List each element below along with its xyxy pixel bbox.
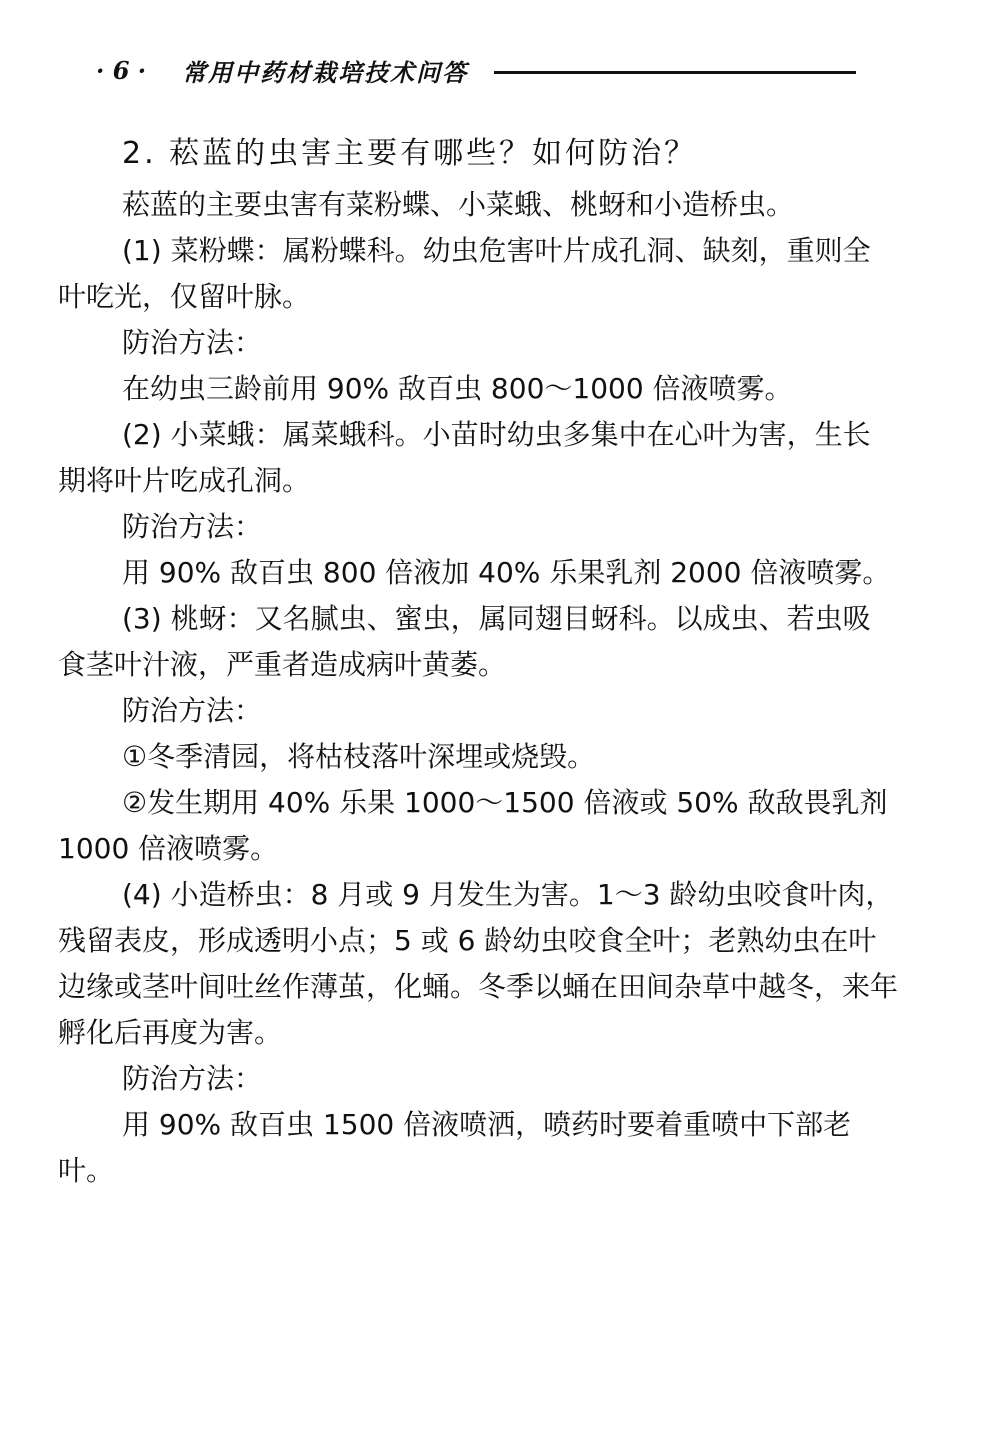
header-rule: [494, 71, 856, 74]
control-method-heading: 防治方法：: [122, 1062, 263, 1095]
page-body: [58, 128, 898, 1194]
page-number: · 6 ·: [96, 55, 147, 85]
book-title: 常用中药材栽培技术问答: [182, 57, 469, 87]
intro-paragraph: 菘蓝的主要虫害有菜粉蝶、小菜蛾、桃蚜和小造桥虫。: [122, 188, 795, 221]
control-method-heading: 防治方法：: [122, 694, 263, 727]
pest-diamondback-moth: (2) 小菜蛾：属菜蛾科。小苗时幼虫多集中在心叶为害，生长期将叶片吃成孔洞。: [58, 418, 871, 497]
control-method-heading: 防治方法：: [122, 326, 263, 359]
pest-peach-aphid: (3) 桃蚜：又名腻虫、蜜虫，属同翅目蚜科。以成虫、若虫吸食茎叶汁液，严重者造成病叶黄萎。: [58, 602, 871, 681]
control-method-text: 用 90% 敌百虫 800 倍液加 40% 乐果乳剂 2000 倍液喷雾。: [122, 556, 891, 589]
control-method-item: ①冬季清园，将枯枝落叶深埋或烧毁。: [122, 740, 596, 773]
running-header: [96, 52, 856, 88]
pest-small-looper: (4) 小造桥虫：8 月或 9 月发生为害。1～3 龄幼虫咬食叶肉，残留表皮，形成透明小点；5 或 6 龄幼虫咬食全叶；老熟幼虫在叶边缘或茎叶间吐丝作薄茧，化蛹。冬季以蛹在田间杂草中越冬，来年孵化后再度为害。: [58, 878, 899, 1049]
control-method-text: 在幼虫三龄前用 90% 敌百虫 800～1000 倍液喷雾。: [122, 372, 793, 405]
control-method-text: 用 90% 敌百虫 1500 倍液喷洒，喷药时要着重喷中下部老叶。: [58, 1108, 852, 1187]
control-method-heading: 防治方法：: [122, 510, 263, 543]
question-title: 2. 菘蓝的虫害主要有哪些？如何防治？: [122, 136, 698, 171]
pest-cabbage-butterfly: (1) 菜粉蝶：属粉蝶科。幼虫危害叶片成孔洞、缺刻，重则全叶吃光，仅留叶脉。: [58, 234, 871, 313]
control-method-item: ②发生期用 40% 乐果 1000～1500 倍液或 50% 敌敌畏乳剂 1000 倍液喷雾。: [58, 786, 888, 865]
